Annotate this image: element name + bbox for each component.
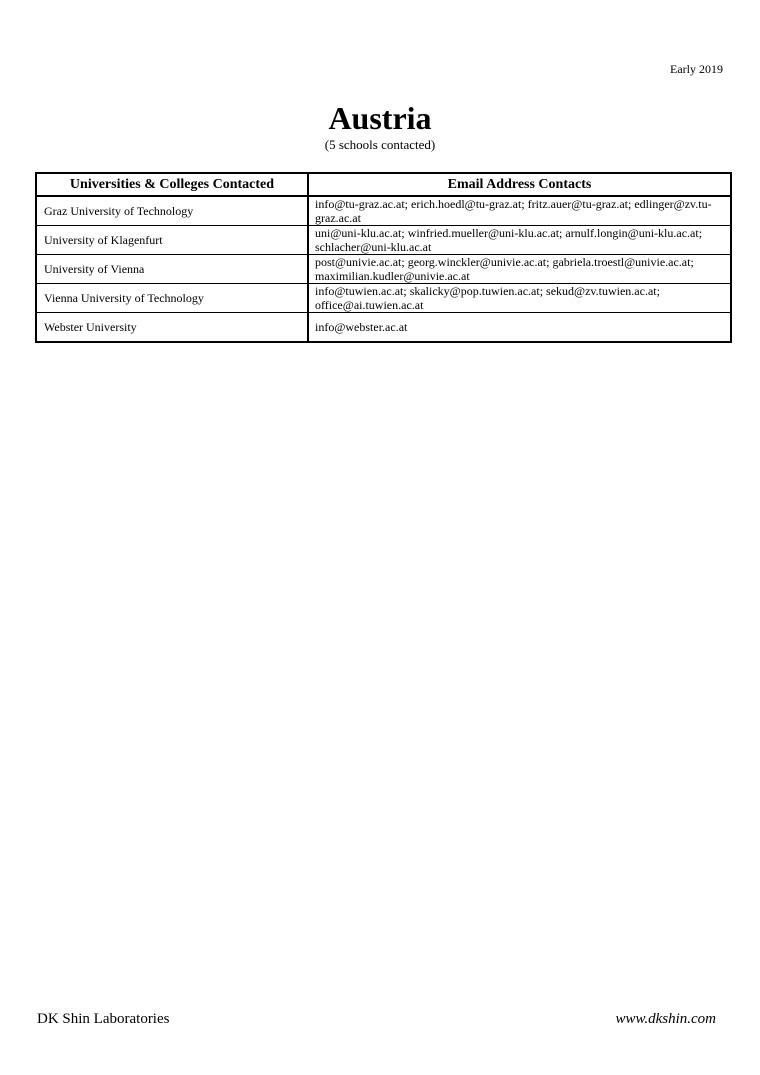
page-title: Austria [328, 100, 432, 136]
school-name: University of Klagenfurt [36, 226, 308, 255]
table-row [36, 284, 731, 313]
contacts-table [35, 172, 732, 343]
email-contacts: uni@uni-klu.ac.at; winfried.mueller@uni-klu.ac.at; arnulf.longin@uni-klu.ac.at; schlacher@uni-klu.ac.at [308, 226, 731, 255]
school-name: Vienna University of Technology [36, 284, 308, 313]
table-row [36, 196, 731, 226]
email-contacts: post@univie.ac.at; georg.winckler@univie.ac.at; gabriela.troestl@univie.ac.at; maximilian.kudler@univie.ac.at [308, 255, 731, 284]
footer-organization: DK Shin Laboratories [37, 1011, 170, 1027]
school-name: Graz University of Technology [36, 196, 308, 226]
document-date: Early 2019 [670, 62, 723, 76]
table-row [36, 313, 731, 343]
table-row [36, 226, 731, 255]
column-header-schools: Universities & Colleges Contacted [36, 173, 308, 196]
column-header-emails: Email Address Contacts [308, 173, 731, 196]
table-header-row [36, 173, 731, 196]
school-name: Webster University [36, 313, 308, 343]
email-contacts: info@tu-graz.ac.at; erich.hoedl@tu-graz.at; fritz.auer@tu-graz.at; edlinger@zv.tu-graz.ac.at [308, 196, 731, 226]
footer-website-link[interactable]: www.dkshin.com [615, 1011, 716, 1027]
table-row [36, 255, 731, 284]
school-name: University of Vienna [36, 255, 308, 284]
email-contacts: info@tuwien.ac.at; skalicky@pop.tuwien.ac.at; sekud@zv.tuwien.ac.at; office@ai.tuwien.ac.at [308, 284, 731, 313]
email-contacts: info@webster.ac.at [308, 313, 731, 343]
page-subtitle: (5 schools contacted) [324, 137, 436, 152]
